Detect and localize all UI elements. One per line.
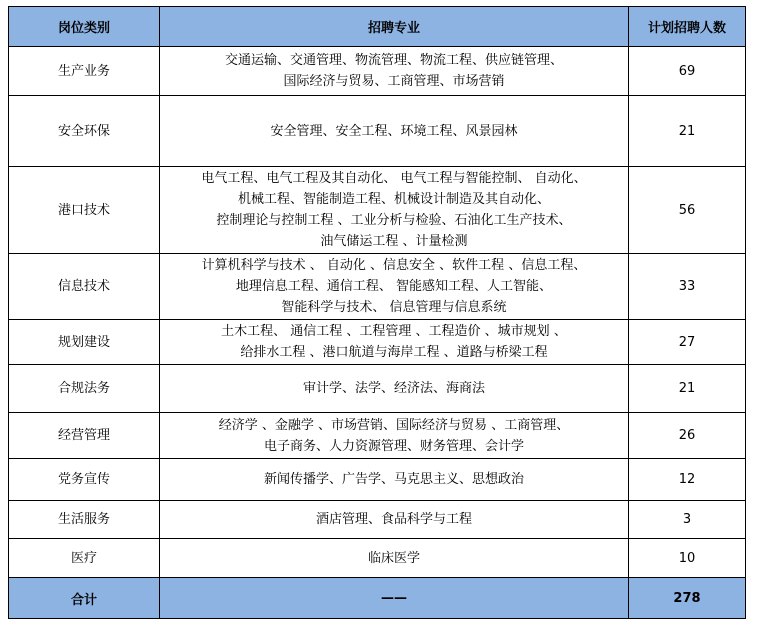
row-majors (160, 413, 629, 459)
major-line: 国际经济与贸易、工商管理、市场营销 (283, 74, 505, 89)
major-line: 电气工程、电气工程及其自动化、 电气工程与智能控制、 自动化、 (201, 171, 587, 186)
recruitment-table (8, 6, 746, 619)
header-category: 岗位类别 (9, 7, 160, 47)
row-category: 信息技术 (9, 254, 160, 320)
table-row (9, 413, 746, 459)
total-majors: —— (160, 578, 629, 619)
row-category: 规划建设 (9, 320, 160, 365)
major-line: 酒店管理、食品科学与工程 (315, 512, 472, 527)
row-category: 生活服务 (9, 501, 160, 539)
table-row (9, 254, 746, 320)
row-category: 医疗 (9, 539, 160, 578)
major-line: 给排水工程 、港口航道与海岸工程 、道路与桥梁工程 (240, 345, 548, 360)
table-header (9, 7, 746, 47)
row-majors (160, 365, 629, 413)
major-line: 地理信息工程、通信工程、 智能感知工程、人工智能、 (235, 279, 553, 294)
row-majors (160, 320, 629, 365)
table-body (9, 47, 746, 578)
major-line: 交通运输、交通管理、物流管理、物流工程、供应链管理、 (224, 53, 563, 68)
major-line: 新闻传播学、广告学、马克思主义、思想政治 (263, 472, 524, 487)
table-row (9, 320, 746, 365)
major-line: 控制理论与控制工程 、工业分析与检验、石油化工生产技术、 (216, 213, 572, 228)
row-category: 合规法务 (9, 365, 160, 413)
major-line: 油气储运工程 、计量检测 (320, 234, 468, 249)
row-category: 党务宣传 (9, 459, 160, 501)
major-line: 安全管理、安全工程、环境工程、风景园林 (270, 123, 518, 139)
row-count: 27 (629, 320, 746, 365)
row-majors (160, 459, 629, 501)
major-line: 临床医学 (367, 550, 420, 566)
table-row (9, 365, 746, 413)
header-count: 计划招聘人数 (629, 7, 746, 47)
table-row (9, 459, 746, 501)
total-label: 合计 (9, 578, 160, 619)
total-count: 278 (629, 578, 746, 619)
table-row (9, 501, 746, 539)
row-count: 21 (629, 96, 746, 167)
row-majors (160, 254, 629, 320)
major-line: 土木工程、 通信工程 、工程管理 、工程造价 、城市规划 、 (221, 324, 567, 339)
row-count: 10 (629, 539, 746, 578)
row-majors (160, 167, 629, 254)
row-category: 港口技术 (9, 167, 160, 254)
row-count: 3 (629, 501, 746, 539)
row-count: 12 (629, 459, 746, 501)
table-row (9, 47, 746, 96)
row-count: 69 (629, 47, 746, 96)
major-line: 智能科学与技术、 信息管理与信息系统 (281, 300, 507, 315)
row-category: 安全环保 (9, 96, 160, 167)
major-line: 审计学、法学、经济法、海商法 (302, 381, 485, 396)
row-category: 经营管理 (9, 413, 160, 459)
table-footer (9, 578, 746, 619)
row-majors (160, 47, 629, 96)
table-row (9, 96, 746, 167)
row-count: 56 (629, 167, 746, 254)
row-category: 生产业务 (9, 47, 160, 96)
major-line: 机械工程、智能制造工程、机械设计制造及其自动化、 (237, 192, 550, 207)
row-majors (160, 501, 629, 539)
row-count: 33 (629, 254, 746, 320)
table-row (9, 539, 746, 578)
row-count: 26 (629, 413, 746, 459)
table-row (9, 167, 746, 254)
major-line: 计算机科学与技术 、 自动化 、信息安全 、软件工程 、信息工程、 (201, 258, 587, 273)
row-count: 21 (629, 365, 746, 413)
major-line: 电子商务、人力资源管理、财务管理、会计学 (263, 438, 524, 454)
major-line: 经济学 、金融学 、市场营销、国际经济与贸易 、工商管理、 (218, 417, 570, 433)
row-majors (160, 539, 629, 578)
row-majors (160, 96, 629, 167)
header-majors: 招聘专业 (160, 7, 629, 47)
total-row (9, 578, 746, 619)
